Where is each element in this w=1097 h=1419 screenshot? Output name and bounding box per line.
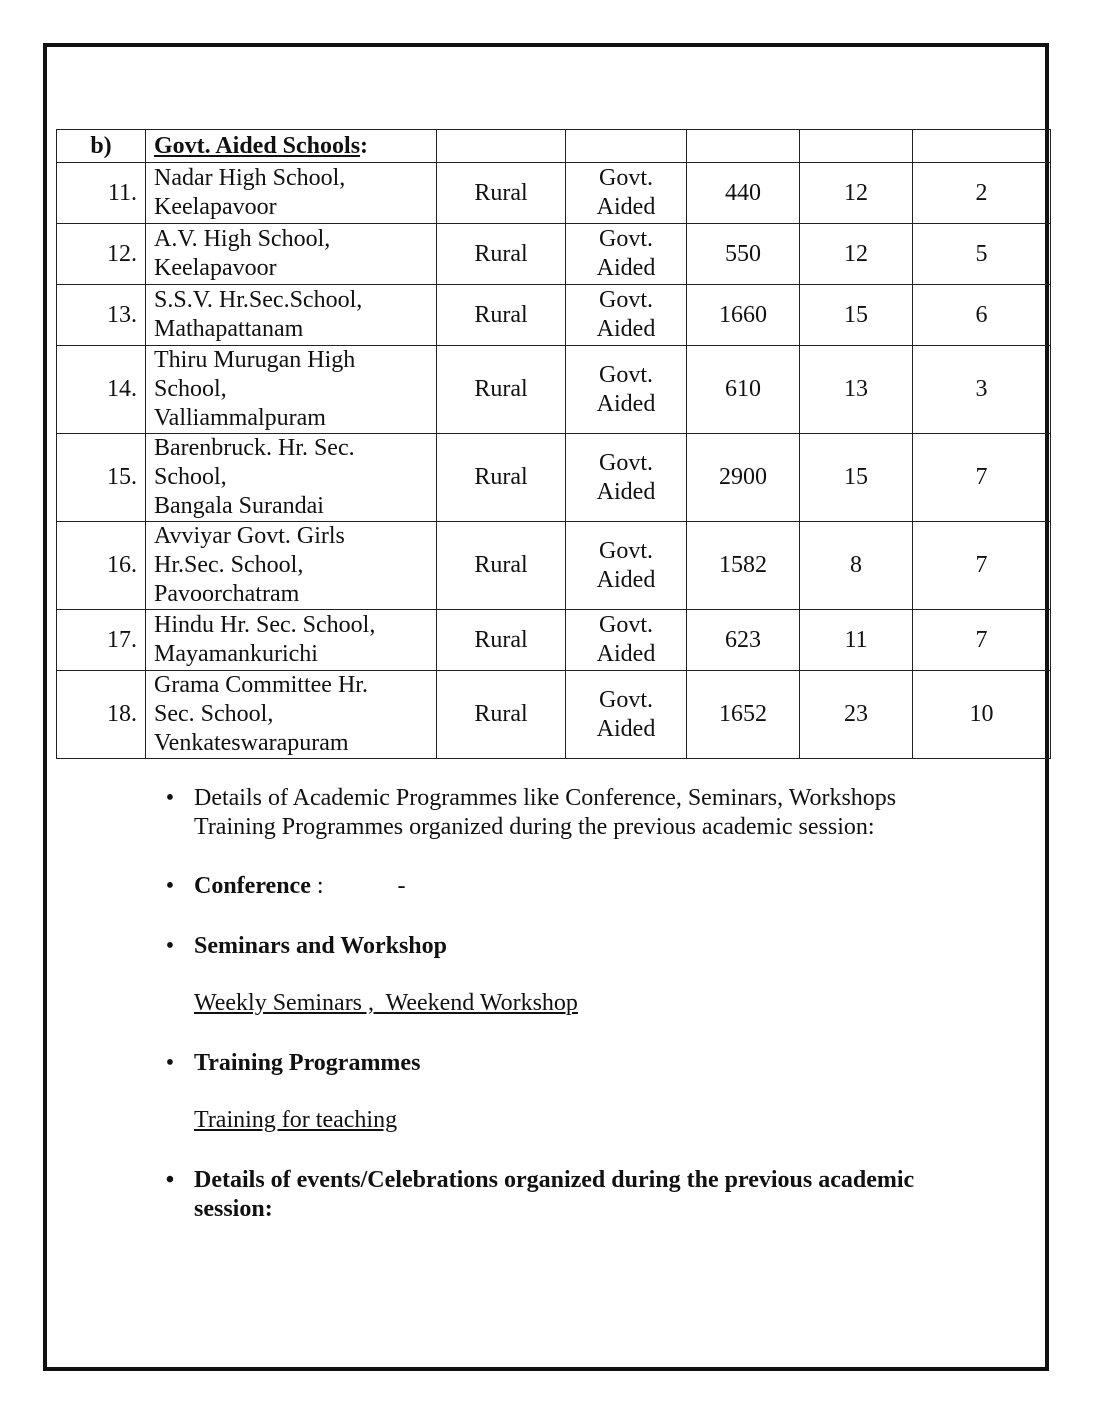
school-name-line: Barenbruck. Hr. Sec. (154, 435, 355, 461)
table-row (57, 285, 1051, 346)
management-type-line: Aided (596, 478, 656, 505)
value-cell-2: 12 (800, 224, 913, 285)
seminars-value: Weekly Seminars , Weekend Workshop (194, 990, 578, 1016)
table-row (57, 671, 1051, 759)
school-name-line: Hindu Hr. Sec. School, (154, 612, 376, 638)
management-type-line: Govt. (599, 226, 653, 252)
table-row (57, 610, 1051, 671)
serial-number: 16. (57, 522, 146, 610)
section-title: Govt. Aided Schools: (146, 130, 437, 163)
value-cell-2: 15 (800, 434, 913, 522)
management-type-line: Govt. (599, 686, 653, 713)
value-cell-1: 550 (687, 224, 800, 285)
conference-value: - (397, 873, 406, 899)
school-name (146, 163, 437, 224)
management-type (566, 163, 687, 224)
school-name-line: Sec. School, (154, 701, 274, 727)
serial-number: 13. (57, 285, 146, 346)
management-type-line: Aided (596, 194, 656, 220)
area-cell: Rural (437, 522, 566, 610)
school-name (146, 285, 437, 346)
conference-label: Conference (194, 873, 311, 899)
table-row (57, 163, 1051, 224)
table-row (57, 346, 1051, 434)
table-row (57, 522, 1051, 610)
value-cell-3: 5 (913, 224, 1051, 285)
serial-number: 11. (57, 163, 146, 224)
management-type-line: Govt. (599, 612, 653, 638)
value-cell-2: 13 (800, 346, 913, 434)
area-cell: Rural (437, 163, 566, 224)
management-type-line: Aided (596, 641, 656, 667)
events-line1: Details of events/Celebrations organized during the previous academic (194, 1167, 915, 1193)
value-cell-3: 10 (913, 671, 1051, 759)
value-cell-3: 6 (913, 285, 1051, 346)
empty-cell (913, 130, 1051, 163)
area-cell: Rural (437, 671, 566, 759)
conference-separator: : (310, 873, 324, 899)
management-type-line: Govt. (599, 537, 653, 564)
value-cell-1: 1652 (687, 671, 800, 759)
management-type-line: Aided (596, 390, 656, 417)
school-name-line: Valliammalpuram (154, 405, 326, 431)
school-name-line: Venkateswarapuram (154, 730, 349, 756)
bullet-icon: • (165, 785, 175, 811)
management-type-line: Aided (596, 255, 656, 281)
school-name-line: Keelapavoor (154, 194, 277, 220)
value-cell-1: 1582 (687, 522, 800, 610)
school-name (146, 671, 437, 759)
school-name (146, 434, 437, 522)
value-cell-1: 1660 (687, 285, 800, 346)
serial-number: 12. (57, 224, 146, 285)
management-type-line: Aided (596, 316, 656, 342)
empty-cell (566, 130, 687, 163)
training-value: Training for teaching (194, 1107, 398, 1133)
value-cell-2: 11 (800, 610, 913, 671)
value-cell-3: 2 (913, 163, 1051, 224)
area-cell: Rural (437, 285, 566, 346)
management-type (566, 610, 687, 671)
management-type (566, 434, 687, 522)
section-header-row (57, 130, 1051, 163)
empty-cell (687, 130, 800, 163)
table-row (57, 434, 1051, 522)
bullet-icon: • (165, 1050, 175, 1076)
table-row (57, 224, 1051, 285)
school-name-line: Avviyar Govt. Girls (154, 523, 345, 549)
seminars-label: Seminars and Workshop (194, 933, 447, 959)
programmes-section (160, 784, 980, 1224)
school-name (146, 346, 437, 434)
school-name-line: Hr.Sec. School, (154, 552, 304, 578)
events-line2: session: (194, 1196, 273, 1222)
school-name-line: Mayamankurichi (154, 641, 318, 667)
area-cell: Rural (437, 346, 566, 434)
value-cell-1: 2900 (687, 434, 800, 522)
management-type-line: Govt. (599, 449, 653, 476)
school-name (146, 224, 437, 285)
area-cell: Rural (437, 610, 566, 671)
value-cell-2: 15 (800, 285, 913, 346)
management-type (566, 671, 687, 759)
empty-cell (800, 130, 913, 163)
school-name (146, 522, 437, 610)
management-type-line: Aided (596, 566, 656, 593)
training-item (160, 1049, 980, 1078)
empty-cell (437, 130, 566, 163)
school-name-line: S.S.V. Hr.Sec.School, (154, 287, 363, 313)
management-type-line: Aided (596, 715, 656, 742)
value-cell-2: 23 (800, 671, 913, 759)
area-cell: Rural (437, 434, 566, 522)
serial-number: 14. (57, 346, 146, 434)
academic-programmes-line2: Training Programmes organized during the previous academic session: (194, 814, 875, 840)
school-name-line: School, (154, 376, 227, 402)
school-name-line: Nadar High School, (154, 165, 346, 191)
school-name-line: Pavoorchatram (154, 581, 300, 607)
school-name-line: School, (154, 464, 227, 490)
school-name-line: Bangala Surandai (154, 493, 324, 519)
training-label: Training Programmes (194, 1050, 421, 1076)
bullet-icon: • (165, 933, 175, 959)
schools-table (56, 129, 1051, 759)
management-type-line: Govt. (599, 287, 653, 313)
management-type (566, 522, 687, 610)
management-type-line: Govt. (599, 165, 653, 191)
school-name-line: Grama Committee Hr. (154, 672, 368, 698)
school-name-line: Thiru Murugan High (154, 347, 356, 373)
value-cell-3: 7 (913, 522, 1051, 610)
value-cell-3: 3 (913, 346, 1051, 434)
management-type-line: Govt. (599, 361, 653, 388)
serial-number: 17. (57, 610, 146, 671)
serial-number: 15. (57, 434, 146, 522)
value-cell-1: 610 (687, 346, 800, 434)
management-type (566, 224, 687, 285)
bullet-icon: • (165, 873, 175, 899)
conference-item (160, 872, 980, 901)
area-cell: Rural (437, 224, 566, 285)
school-name-line: A.V. High School, (154, 226, 331, 252)
management-type (566, 346, 687, 434)
events-item (160, 1166, 980, 1224)
seminars-item (160, 932, 980, 961)
bullet-icon: • (165, 1167, 175, 1193)
academic-programmes-line1: Details of Academic Programmes like Conference, Seminars, Workshops (194, 785, 897, 811)
value-cell-2: 12 (800, 163, 913, 224)
school-name-line: Mathapattanam (154, 316, 304, 342)
value-cell-3: 7 (913, 610, 1051, 671)
value-cell-1: 440 (687, 163, 800, 224)
academic-programmes-item (160, 784, 980, 842)
value-cell-3: 7 (913, 434, 1051, 522)
value-cell-2: 8 (800, 522, 913, 610)
school-name-line: Keelapavoor (154, 255, 277, 281)
value-cell-1: 623 (687, 610, 800, 671)
school-name (146, 610, 437, 671)
management-type (566, 285, 687, 346)
section-label: b) (57, 130, 146, 163)
serial-number: 18. (57, 671, 146, 759)
